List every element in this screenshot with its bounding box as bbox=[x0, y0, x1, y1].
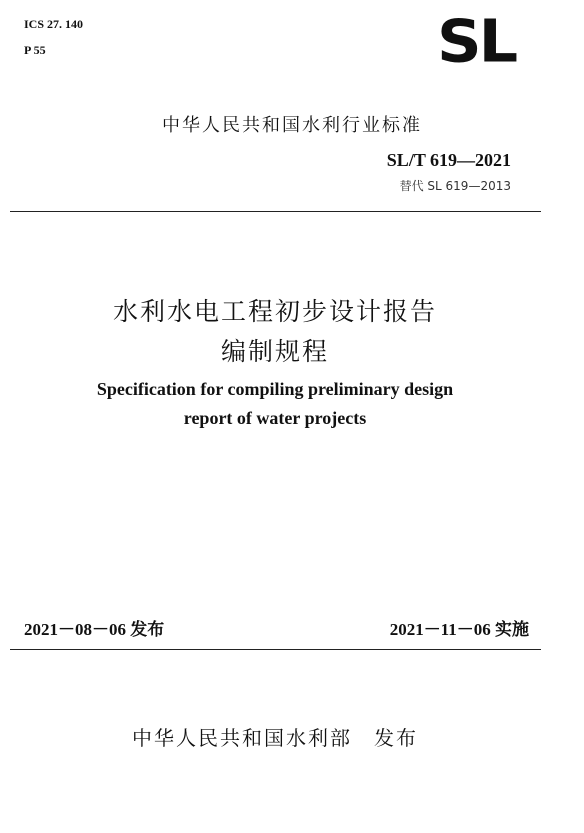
title-chinese-line1: 水利水电工程初步设计报告 bbox=[112, 297, 437, 326]
title-english-line1: Specification for compiling preliminary design bbox=[96, 379, 454, 399]
issue-date: 2021－08－06 发布 bbox=[24, 620, 165, 639]
issuer: 中华人民共和国水利部 发布 bbox=[132, 726, 418, 750]
top-divider bbox=[10, 211, 541, 212]
ics-code: ICS 27. 140 bbox=[24, 17, 84, 31]
standard-category: 中华人民共和国水利行业标准 bbox=[162, 115, 422, 136]
standard-number: SL/T 619—2021 bbox=[386, 150, 511, 170]
implementation-date: 2021－11－06 实施 bbox=[389, 620, 529, 639]
title-chinese-line2: 编制规程 bbox=[220, 337, 329, 366]
sl-logo: SL bbox=[437, 6, 516, 76]
bottom-divider bbox=[10, 649, 541, 650]
ccs-code: P 55 bbox=[24, 43, 46, 57]
title-english-line2: report of water projects bbox=[183, 408, 367, 428]
replaces-note: 替代 SL 619—2013 bbox=[399, 179, 511, 193]
